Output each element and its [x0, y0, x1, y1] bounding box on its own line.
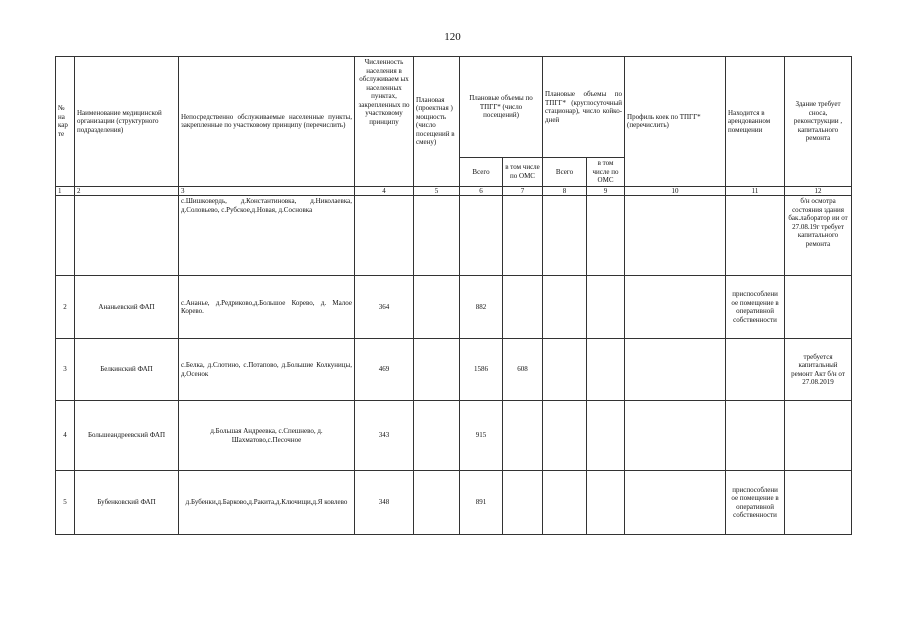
row-visits-oms: [503, 276, 543, 339]
row-settlements: с.Шишковердь, д.Константиновка, д.Николаевка, д.Соловьево, с.Рубское,д.Новая, д.Сосновка: [179, 196, 355, 276]
row-rented: приспособлени ое помещение в оперативной собственности: [726, 276, 785, 339]
row-visits-total: [460, 196, 503, 276]
row-capacity: [414, 276, 460, 339]
row-repair: требуется капитальный ремонт Акт б/н от 27.08.2019: [785, 339, 852, 401]
row-settlements: с.Белка, д.Слотино, с.Потапово, д.Большие Колкуницы, д.Осенок: [179, 339, 355, 401]
row-visits-oms: [503, 471, 543, 535]
row-beds-total: [543, 339, 587, 401]
column-number: 3: [179, 186, 355, 196]
row-visits-total: 891: [460, 471, 503, 535]
row-settlements: д.Большая Андреевка, с.Спешнево, д. Шахматово,с.Песочное: [179, 401, 355, 471]
column-number: 5: [414, 186, 460, 196]
row-org-name: Бубенковский ФАП: [75, 471, 179, 535]
row-org-name: Большеандреевский ФАП: [75, 401, 179, 471]
column-number-row: [56, 186, 852, 196]
column-number: 7: [503, 186, 543, 196]
row-num: 5: [56, 471, 75, 535]
row-bed-profile: [625, 401, 726, 471]
row-bed-profile: [625, 339, 726, 401]
column-number: 2: [75, 186, 179, 196]
row-beds-oms: [587, 276, 625, 339]
table-row: [56, 471, 852, 535]
header-visits-total: Всего: [460, 158, 503, 187]
row-beds-total: [543, 276, 587, 339]
header-beds-oms: в том числе по ОМС: [587, 158, 625, 187]
header-visits-oms: в том числе по ОМС: [503, 158, 543, 187]
column-number: 9: [587, 186, 625, 196]
header-capacity: Плановая (проектная ) мощность (число посещений в смену): [414, 57, 460, 187]
page-number: 120: [444, 31, 461, 43]
row-bed-profile: [625, 276, 726, 339]
row-beds-oms: [587, 339, 625, 401]
header-bed-profile: Профиль коек по ТПГГ* (перечислить): [625, 57, 726, 187]
column-number: 10: [625, 186, 726, 196]
table-row: [56, 196, 852, 276]
row-bed-profile: [625, 471, 726, 535]
row-visits-total: 915: [460, 401, 503, 471]
row-beds-total: [543, 401, 587, 471]
row-rented: [726, 339, 785, 401]
column-number: 8: [543, 186, 587, 196]
row-num: 2: [56, 276, 75, 339]
row-num: [56, 196, 75, 276]
row-repair: [785, 401, 852, 471]
row-population: 343: [355, 401, 414, 471]
header-num: № на кар те: [56, 57, 75, 187]
row-beds-oms: [587, 196, 625, 276]
column-number: 4: [355, 186, 414, 196]
row-visits-oms: [503, 196, 543, 276]
row-capacity: [414, 401, 460, 471]
header-beds-total: Всего: [543, 158, 587, 187]
row-visits-total: 882: [460, 276, 503, 339]
row-rented: [726, 401, 785, 471]
row-beds-oms: [587, 471, 625, 535]
table-row: [56, 339, 852, 401]
row-beds-total: [543, 196, 587, 276]
row-population: 348: [355, 471, 414, 535]
row-capacity: [414, 471, 460, 535]
row-beds-total: [543, 471, 587, 535]
row-repair: [785, 471, 852, 535]
row-settlements: с.Ананье, д.Редриково,д.Большое Корево, д. Малое Корево.: [179, 276, 355, 339]
row-visits-oms: 608: [503, 339, 543, 401]
column-number: 1: [56, 186, 75, 196]
row-visits-oms: [503, 401, 543, 471]
row-capacity: [414, 196, 460, 276]
header-population: Численность населения в обслуживаем ых населенных пунктах, закрепленных по участковому принципу: [355, 57, 414, 187]
header-rented: Находится в арендованном помещении: [726, 57, 785, 187]
column-number: 6: [460, 186, 503, 196]
header-repair: Здание требует сноса, реконструкции , капитального ремонта: [785, 57, 852, 187]
column-number: 12: [785, 186, 852, 196]
row-org-name: Белкинский ФАП: [75, 339, 179, 401]
row-repair: б/н осмотра состояния здания бак.лаборатор ии от 27.08.19г требует капитального ремонта: [785, 196, 852, 276]
header-settlements: Непосредственно обслуживаемые населенные пункты, закрепленные по участковому принципу (перечислить): [179, 57, 355, 187]
row-num: 3: [56, 339, 75, 401]
facilities-table: [55, 56, 852, 535]
header-org-name: Наименование медицинской организации (структурного подразделения): [75, 57, 179, 187]
table-row: [56, 401, 852, 471]
column-number: 11: [726, 186, 785, 196]
row-num: 4: [56, 401, 75, 471]
header-beds-group: Плановые объемы по ТПГГ* (круглосуточный стационар), число койко-дней: [543, 57, 625, 158]
table-row: [56, 276, 852, 339]
row-repair: [785, 276, 852, 339]
row-rented: приспособлени ое помещение в оперативной собственности: [726, 471, 785, 535]
row-population: 364: [355, 276, 414, 339]
row-org-name: [75, 196, 179, 276]
row-population: 469: [355, 339, 414, 401]
row-capacity: [414, 339, 460, 401]
header-row: [56, 57, 852, 158]
row-bed-profile: [625, 196, 726, 276]
row-visits-total: 1586: [460, 339, 503, 401]
row-org-name: Ананьевский ФАП: [75, 276, 179, 339]
header-visits-group: Плановые объемы по ТПГГ* (число посещений): [460, 57, 543, 158]
row-population: [355, 196, 414, 276]
row-beds-oms: [587, 401, 625, 471]
row-settlements: д.Бубенки,д.Барково,д.Ракита,д.Ключищи,д.Я ковлево: [179, 471, 355, 535]
row-rented: [726, 196, 785, 276]
